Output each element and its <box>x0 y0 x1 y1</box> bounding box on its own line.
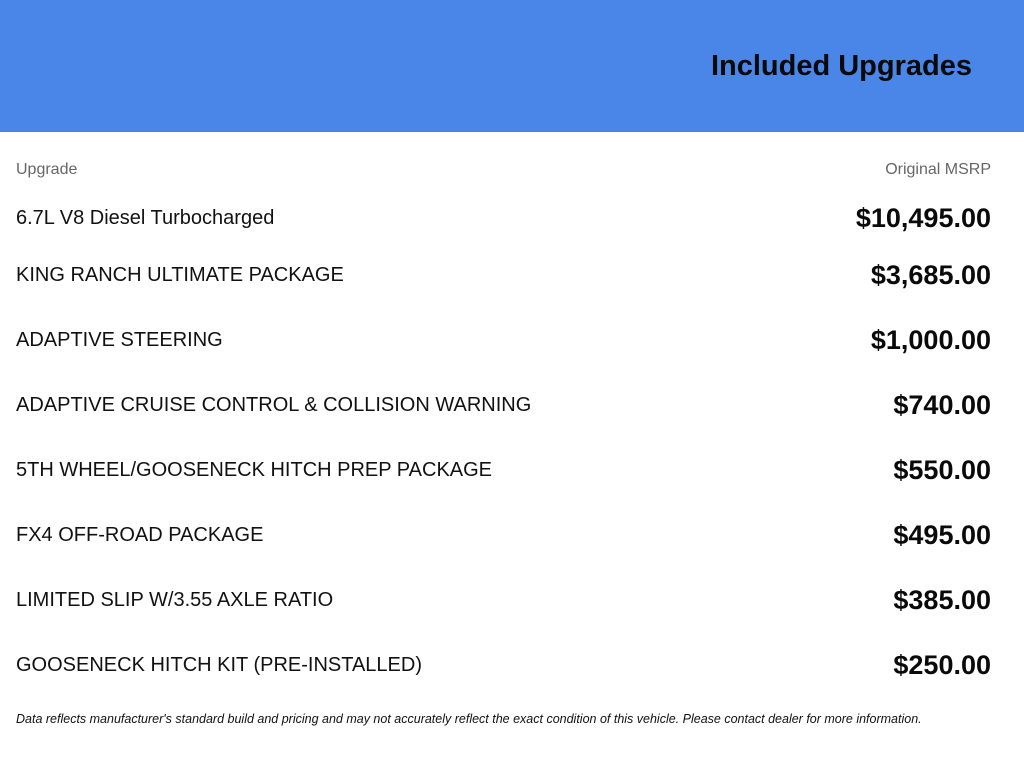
table-body <box>16 193 991 698</box>
table-row <box>16 568 991 633</box>
upgrade-name: 6.7L V8 Diesel Turbocharged <box>16 206 275 229</box>
upgrade-name: KING RANCH ULTIMATE PACKAGE <box>16 264 344 286</box>
upgrade-price: $385.00 <box>893 585 991 615</box>
table-row <box>16 503 991 568</box>
column-header-msrp: Original MSRP <box>885 161 991 178</box>
upgrade-name: LIMITED SLIP W/3.55 AXLE RATIO <box>16 589 334 611</box>
disclaimer-text: Data reflects manufacturer's standard build and pricing and may not accurately reflect the exact condition of this vehicle. Please contact dealer for more information. <box>16 712 922 726</box>
upgrade-name: 5TH WHEEL/GOOSENECK HITCH PREP PACKAGE <box>16 459 493 481</box>
upgrade-name: FX4 OFF-ROAD PACKAGE <box>16 524 264 546</box>
header-banner <box>0 0 1024 132</box>
upgrades-table <box>16 158 991 698</box>
table-row <box>16 633 991 698</box>
upgrade-name: ADAPTIVE CRUISE CONTROL & COLLISION WARNING <box>16 394 532 416</box>
column-header-upgrade: Upgrade <box>16 161 78 178</box>
upgrade-price: $740.00 <box>893 390 991 420</box>
page-title: Included Upgrades <box>710 50 972 82</box>
upgrade-price: $550.00 <box>893 455 991 485</box>
table-header-row <box>16 158 991 182</box>
table-row <box>16 373 991 438</box>
upgrade-price: $250.00 <box>893 650 991 680</box>
upgrade-name: ADAPTIVE STEERING <box>16 329 223 351</box>
table-row <box>16 243 991 308</box>
table-row <box>16 308 991 373</box>
upgrade-price: $495.00 <box>893 520 991 550</box>
upgrade-price: $3,685.00 <box>870 260 991 290</box>
upgrade-price: $1,000.00 <box>870 325 991 355</box>
table-row <box>16 438 991 503</box>
table-row <box>16 193 991 243</box>
upgrade-price: $10,495.00 <box>855 202 991 233</box>
upgrade-name: GOOSENECK HITCH KIT (PRE-INSTALLED) <box>16 654 422 676</box>
